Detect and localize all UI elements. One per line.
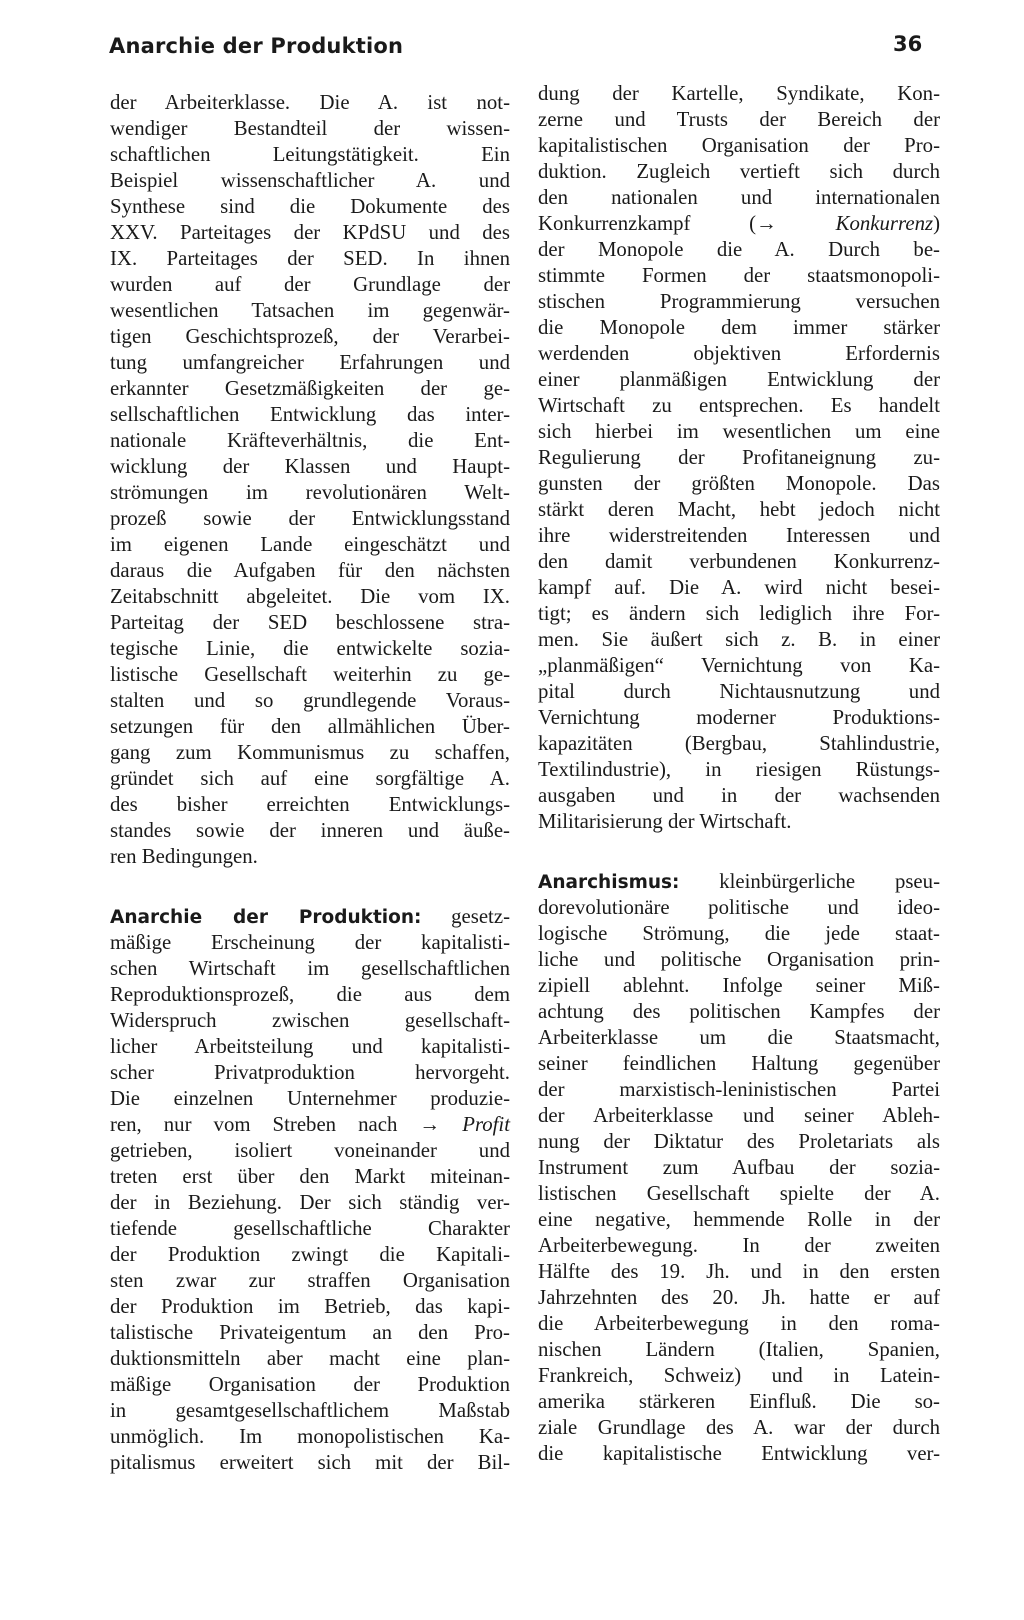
text-line: dung der Kartelle, Syndikate, Kon- xyxy=(538,82,940,105)
text-line: prozeß sowie der Entwicklungsstand xyxy=(110,507,510,530)
text-line: tung umfangreicher Erfahrungen und xyxy=(110,351,510,374)
text-line: zipiell ablehnt. Infolge seiner Miß- xyxy=(538,974,940,997)
text-line: Die einzelnen Unternehmer produzie- xyxy=(110,1087,510,1110)
text-line: gang zum Kommunismus zu schaffen, xyxy=(110,741,510,764)
text-line: der Arbeiterklasse und seiner Ableh- xyxy=(538,1104,940,1127)
text-line: achtung des politischen Kampfes der xyxy=(538,1000,940,1023)
text-line: der in Beziehung. Der sich ständig ver- xyxy=(110,1191,510,1214)
text-line: nationale Kräfteverhältnis, die Ent- xyxy=(110,429,510,452)
page-number: 36 xyxy=(893,32,923,56)
text-line: amerika stärkeren Einfluß. Die so- xyxy=(538,1390,940,1413)
text-line: ziale Grundlage des A. war der durch xyxy=(538,1416,940,1439)
text-line: tiefende gesellschaftliche Charakter xyxy=(110,1217,510,1240)
text-line: in gesamtgesellschaftlichem Maßstab xyxy=(110,1399,510,1422)
text-line: dorevolutionäre politische und ideo- xyxy=(538,896,940,919)
text-line: daraus die Aufgaben für den nächsten xyxy=(110,559,510,582)
entry-spacer xyxy=(538,835,940,869)
continued-text xyxy=(538,81,940,835)
text-line: sten zwar zur straffen Organisation xyxy=(110,1269,510,1292)
continued-text xyxy=(110,90,510,870)
text-line: werdenden objektiven Erfordernis xyxy=(538,342,940,365)
text-line: logische Strömung, die jede staat- xyxy=(538,922,940,945)
text-line: wesentlichen Tatsachen im gegenwär- xyxy=(110,299,510,322)
text-line: Militarisierung der Wirtschaft. xyxy=(538,810,792,833)
text-line: einer planmäßigen Entwicklung der xyxy=(538,368,940,391)
text-line: tegische Linie, die entwickelte sozia- xyxy=(110,637,510,660)
text-line: Regulierung der Profitaneignung zu- xyxy=(538,446,940,469)
text-line: mäßige Organisation der Produktion xyxy=(110,1373,510,1396)
text-line: erkannter Gesetzmäßigkeiten der ge- xyxy=(110,377,510,400)
entry-first-text: kleinbürgerliche pseu- xyxy=(719,870,940,893)
text-line: wendiger Bestandteil der wissen- xyxy=(110,117,510,140)
text-line: Parteitag der SED beschlossene stra- xyxy=(110,611,510,634)
cross-reference-suffix: ) xyxy=(933,212,940,235)
text-line: ihre widerstreitenden Interessen und xyxy=(538,524,940,547)
cross-reference-prefix: ren, nur vom Streben nach → xyxy=(110,1113,463,1136)
cross-reference-line xyxy=(538,211,940,237)
text-line: Reproduktionsprozeß, die aus dem xyxy=(110,983,510,1006)
text-line: getrieben, isoliert voneinander und xyxy=(110,1139,510,1162)
text-line: treten erst über den Markt miteinan- xyxy=(110,1165,510,1188)
text-line: duktionsmitteln aber macht eine plan- xyxy=(110,1347,510,1370)
text-line: seiner feindlichen Haltung gegenüber xyxy=(538,1052,940,1075)
text-line: kampf auf. Die A. wird nicht besei- xyxy=(538,576,940,599)
entry-first-line xyxy=(110,904,510,930)
text-line: mäßige Erscheinung der kapitalisti- xyxy=(110,931,510,954)
text-line: men. Sie äußert sich z. B. in einer xyxy=(538,628,940,651)
text-line: licher Arbeitsteilung und kapitalisti- xyxy=(110,1035,510,1058)
cross-reference-prefix: Konkurrenzkampf (→ xyxy=(538,212,836,235)
text-line: Beispiel wissenschaftlicher A. und xyxy=(110,169,510,192)
entry-spacer xyxy=(110,870,510,904)
text-line: wurden auf der Grundlage der xyxy=(110,273,510,296)
text-line: sich hierbei im wesentlichen um eine xyxy=(538,420,940,443)
left-column xyxy=(110,90,510,1476)
text-line: im eigenen Lande eingeschätzt und xyxy=(110,533,510,556)
cross-reference-konkurrenz: Konkurrenz xyxy=(835,212,934,235)
entry-first-line xyxy=(538,869,940,895)
text-line: kapitalistischen Organisation der Pro- xyxy=(538,134,940,157)
text-line: Arbeiterbewegung. In der zweiten xyxy=(538,1234,940,1257)
text-line: Wirtschaft zu entsprechen. Es handelt xyxy=(538,394,940,417)
text-line: talistische Privateigentum an den Pro- xyxy=(110,1321,510,1344)
text-line: ausgaben und in der wachsenden xyxy=(538,784,940,807)
cross-reference-line xyxy=(110,1112,510,1138)
text-line: tigen Geschichtsprozeß, der Verarbei- xyxy=(110,325,510,348)
entry-term: Anarchie der Produktion: xyxy=(110,907,422,928)
text-line: der Produktion zwingt die Kapitali- xyxy=(110,1243,510,1266)
entry-anarchie-der-produktion xyxy=(110,904,510,1476)
text-line: strömungen im revolutionären Welt- xyxy=(110,481,510,504)
text-line: der marxistisch-leninistischen Partei xyxy=(538,1078,940,1101)
entry-first-text: gesetz- xyxy=(451,905,510,928)
text-line: stärkt deren Macht, hebt jedoch nicht xyxy=(538,498,940,521)
right-column xyxy=(538,81,940,1467)
text-line: Hälfte des 19. Jh. und in den ersten xyxy=(538,1260,940,1283)
text-line: duktion. Zugleich vertieft sich durch xyxy=(538,160,940,183)
text-line: Arbeiterklasse um die Staatsmacht, xyxy=(538,1026,940,1049)
text-line: Synthese sind die Dokumente des xyxy=(110,195,510,218)
text-line: Widerspruch zwischen gesellschaft- xyxy=(110,1009,510,1032)
text-line: der Monopole die A. Durch be- xyxy=(538,238,940,261)
text-line: Vernichtung moderner Produktions- xyxy=(538,706,940,729)
text-line: die Arbeiterbewegung in den roma- xyxy=(538,1312,940,1335)
text-line: Instrument zum Aufbau der sozia- xyxy=(538,1156,940,1179)
text-line: gunsten der größten Monopole. Das xyxy=(538,472,940,495)
text-line: Zeitabschnitt abgeleitet. Die vom IX. xyxy=(110,585,510,608)
text-line: der Arbeiterklasse. Die A. ist not- xyxy=(110,91,510,114)
text-line: Jahrzehnten des 20. Jh. hatte er auf xyxy=(538,1286,940,1309)
text-line: kapazitäten (Bergbau, Stahlindustrie, xyxy=(538,732,940,755)
text-line: IX. Parteitages der SED. In ihnen xyxy=(110,247,510,270)
text-line: der Produktion im Betrieb, das kapi- xyxy=(110,1295,510,1318)
text-line: listische Gesellschaft weiterhin zu ge- xyxy=(110,663,510,686)
text-line: unmöglich. Im monopolistischen Ka- xyxy=(110,1425,510,1448)
cross-reference-profit: Profit xyxy=(462,1113,510,1136)
text-line: stischen Programmierung versuchen xyxy=(538,290,940,313)
text-line: die kapitalistische Entwicklung ver- xyxy=(538,1442,940,1465)
running-head: Anarchie der Produktion xyxy=(109,34,404,58)
text-line: zerne und Trusts der Bereich der xyxy=(538,108,940,131)
entry-anarchismus xyxy=(538,869,940,1467)
text-line: setzungen für den allmählichen Über- xyxy=(110,715,510,738)
text-line: schen Wirtschaft im gesellschaftlichen xyxy=(110,957,510,980)
text-line: scher Privatproduktion hervorgeht. xyxy=(110,1061,510,1084)
text-line: listischen Gesellschaft spielte der A. xyxy=(538,1182,940,1205)
text-line: stalten und so grundlegende Voraus- xyxy=(110,689,510,712)
text-line: pital durch Nichtausnutzung und xyxy=(538,680,940,703)
text-line: des bisher erreichten Entwicklungs- xyxy=(110,793,510,816)
text-line: ren Bedingungen. xyxy=(110,845,258,868)
text-line: den damit verbundenen Konkurrenz- xyxy=(538,550,940,573)
entry-term: Anarchismus: xyxy=(538,872,680,893)
text-line: nung der Diktatur des Proletariats als xyxy=(538,1130,940,1153)
text-line: standes sowie der inneren und äuße- xyxy=(110,819,510,842)
text-line: schaftlichen Leitungstätigkeit. Ein xyxy=(110,143,510,166)
text-line: eine negative, hemmende Rolle in der xyxy=(538,1208,940,1231)
text-line: „planmäßigen“ Vernichtung von Ka- xyxy=(538,654,940,677)
text-line: XXV. Parteitages der KPdSU und des xyxy=(110,221,510,244)
text-line: Textilindustrie), in riesigen Rüstungs- xyxy=(538,758,940,781)
text-line: pitalismus erweitert sich mit der Bil- xyxy=(110,1451,510,1474)
text-line: tigt; es ändern sich lediglich ihre For- xyxy=(538,602,940,625)
text-line: die Monopole dem immer stärker xyxy=(538,316,940,339)
text-line: wicklung der Klassen und Haupt- xyxy=(110,455,510,478)
text-line: gründet sich auf eine sorgfältige A. xyxy=(110,767,510,790)
text-line: Frankreich, Schweiz) und in Latein- xyxy=(538,1364,940,1387)
text-line: den nationalen und internationalen xyxy=(538,186,940,209)
text-line: liche und politische Organisation prin- xyxy=(538,948,940,971)
text-line: nischen Ländern (Italien, Spanien, xyxy=(538,1338,940,1361)
text-line: stimmte Formen der staatsmonopoli- xyxy=(538,264,940,287)
text-line: sellschaftlichen Entwicklung das inter- xyxy=(110,403,510,426)
